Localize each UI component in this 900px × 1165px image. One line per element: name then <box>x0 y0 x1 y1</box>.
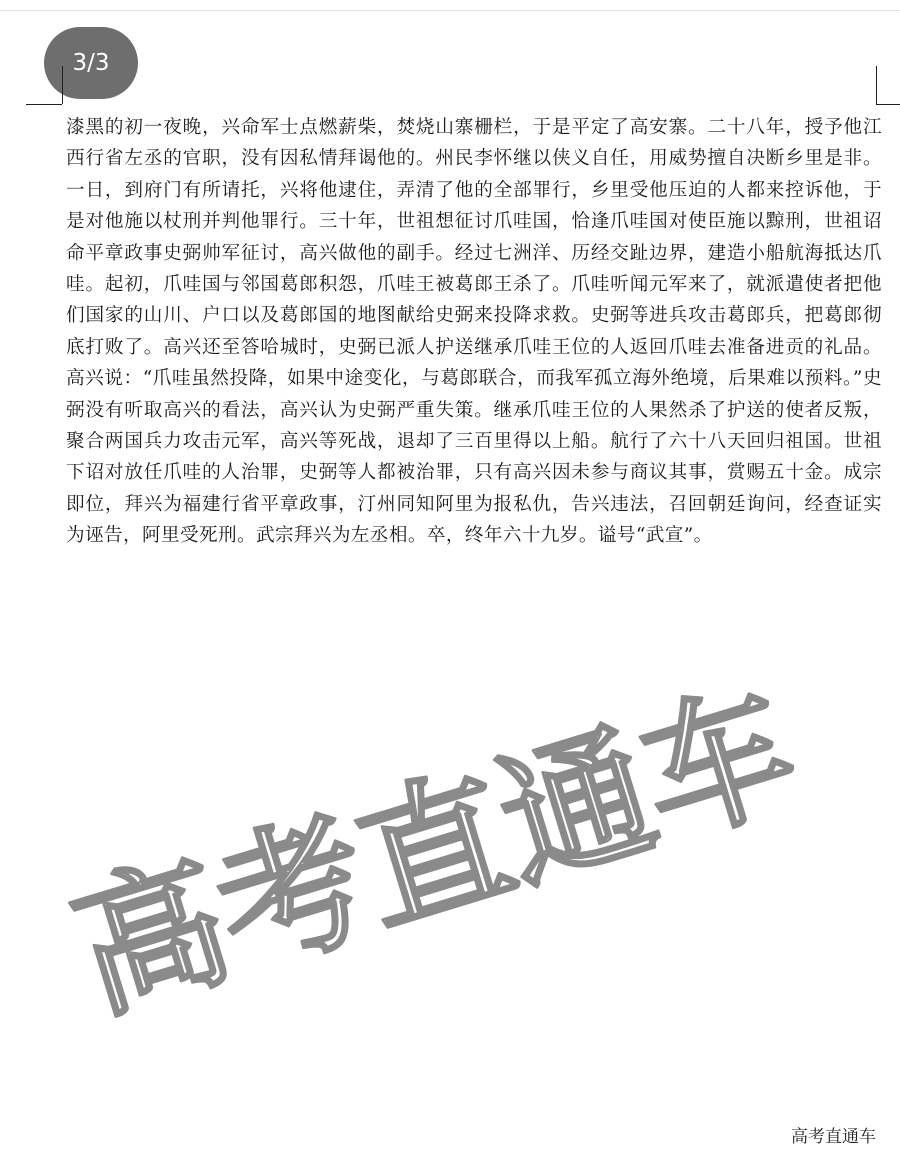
document-body-text: 漆黑的初一夜晚，兴命军士点燃薪柴，焚烧山寨栅栏，于是平定了高安寨。二十八年，授予他江西行省左丞的官职，没有因私情拜谒他的。州民李怀继以侠义自任，用威势擅自决断乡里是非。一日，到府门有所请托，兴将他逮住，弄清了他的全部罪行，乡里受他压迫的人都来控诉他，于是对他施以杖刑并判他罪行。三十年，世祖想征讨爪哇国，恰逢爪哇国对使臣施以黥刑，世祖诏命平章政事史弼帅军征讨，高兴做他的副手。经过七洲洋、历经交趾边界，建造小船航海抵达爪哇。起初，爪哇国与邻国葛郎积怨，爪哇王被葛郎王杀了。爪哇听闻元军来了，就派遣使者把他们国家的山川、户口以及葛郎国的地图献给史弼来投降求救。史弼等进兵攻击葛郎兵，把葛郎彻底打败了。高兴还至答哈城时，史弼已派人护送继承爪哇王位的人返回爪哇去准备进贡的礼品。高兴说：“爪哇虽然投降，如果中途变化，与葛郎联合，而我军孤立海外绝境，后果难以预料。”史弼没有听取高兴的看法，高兴认为史弼严重失策。继承爪哇王位的人果然杀了护送的使者反叛，聚合两国兵力攻击元军，高兴等死战，退却了三百里得以上船。航行了六十八天回归祖国。世祖下诏对放任爪哇的人治罪，史弼等人都被治罪，只有高兴因未参与商议其事，赏赐五十金。成宗即位，拜兴为福建行省平章政事，汀州同知阿里为报私仇，告兴违法，召回朝廷询问，经查证实为诬告，阿里受死刑。武宗拜兴为左丞相。卒，终年六十九岁。谥号“武宣”。 <box>66 117 882 547</box>
crop-mark-top-right-horizontal <box>876 104 900 105</box>
footer-brand-label: 高考直通车 <box>791 1127 876 1147</box>
page-indicator-badge: 3/3 <box>44 27 138 99</box>
crop-mark-top-left-vertical <box>62 66 63 104</box>
top-divider <box>0 10 900 11</box>
watermark-text: 高考直通车 <box>56 660 815 1042</box>
crop-mark-top-right-vertical <box>876 66 877 104</box>
crop-mark-top-left-horizontal <box>26 104 62 105</box>
